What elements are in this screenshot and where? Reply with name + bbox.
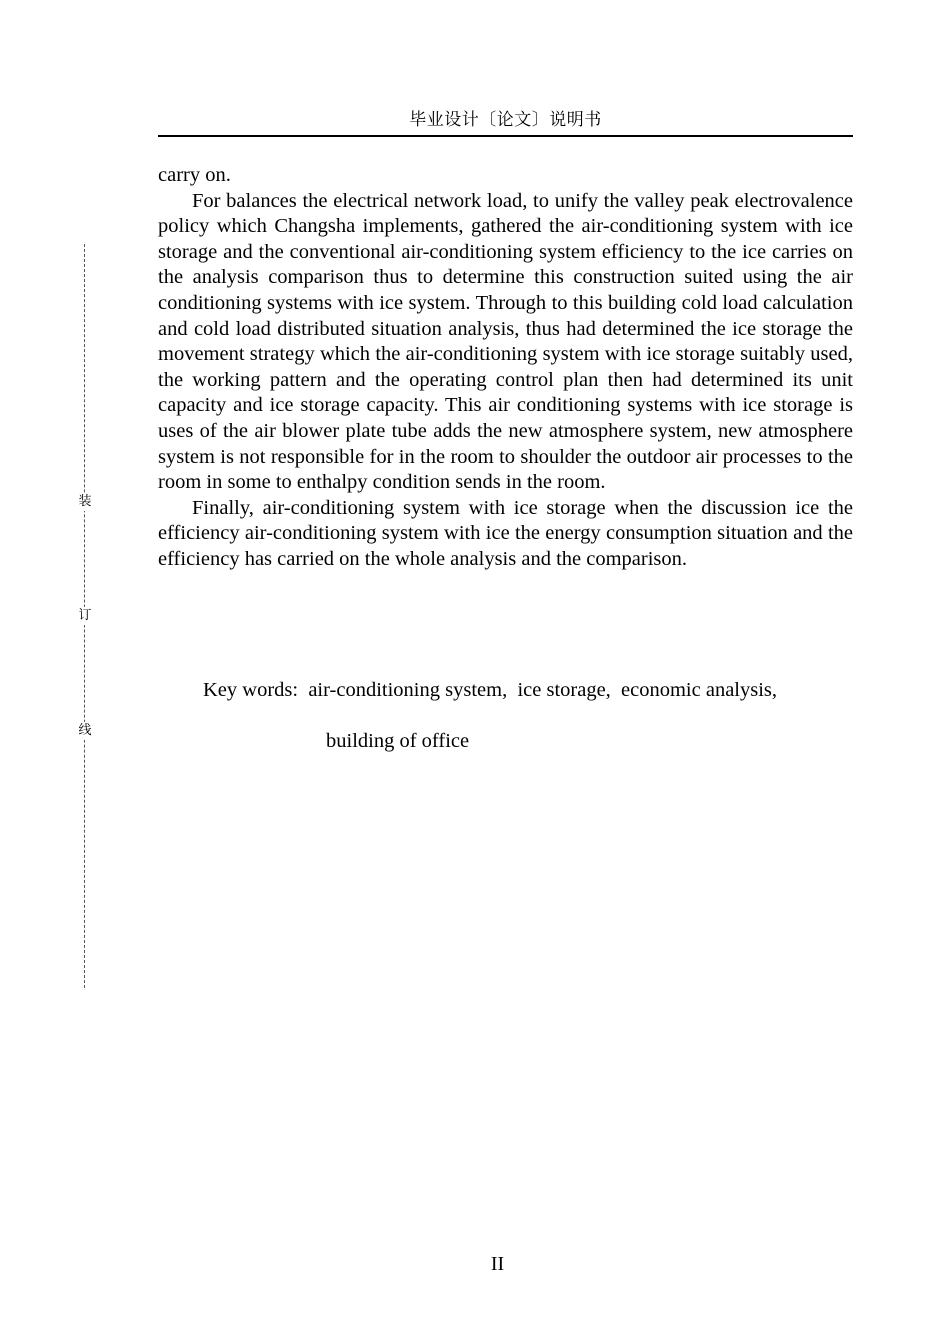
keywords-line-1: Key words: air-conditioning system, ice storage, economic analysis,: [203, 679, 778, 701]
page-number: II: [490, 1253, 505, 1275]
keywords-line-2: building of office: [326, 730, 470, 752]
abstract-body: [158, 163, 853, 573]
paragraph-main: For balances the electrical network load, to unify the valley peak electrovalence policy which Changsha implements, gathered the air-conditioning system with ice storage and the conventional air-conditioning system efficiency to the ice carries on the analysis comparison thus to determine this construction suited using the air conditioning systems with ice system. Through to this building cold load calculation and cold load distributed situation analysis, thus had determined the ice storage the movement strategy which the air-conditioning system with ice storage suitably used, the working pattern and the operating control plan then had determined its unit capacity and ice storage capacity. This air conditioning systems with ice storage is uses of the air blower plate tube adds the new atmosphere system, new atmosphere system is not responsible for in the room to shoulder the outdoor air processes to the room in some to enthalpy condition sends in the room.: [158, 189, 853, 494]
binding-char-ding: 订: [76, 607, 94, 625]
paragraph-conclusion: Finally, air-conditioning system with ice storage when the discussion ice the efficiency air-conditioning system with ice the energy consumption situation and the efficiency has carried on the whole analysis and the comparison.: [158, 496, 853, 570]
binding-char-xian: 线: [76, 722, 94, 740]
paragraph-continuation: carry on.: [158, 164, 231, 186]
page-header-title: 毕业设计〔论文〕说明书: [409, 110, 602, 130]
binding-char-zhuang: 装: [76, 493, 94, 511]
header-rule: [158, 135, 853, 137]
